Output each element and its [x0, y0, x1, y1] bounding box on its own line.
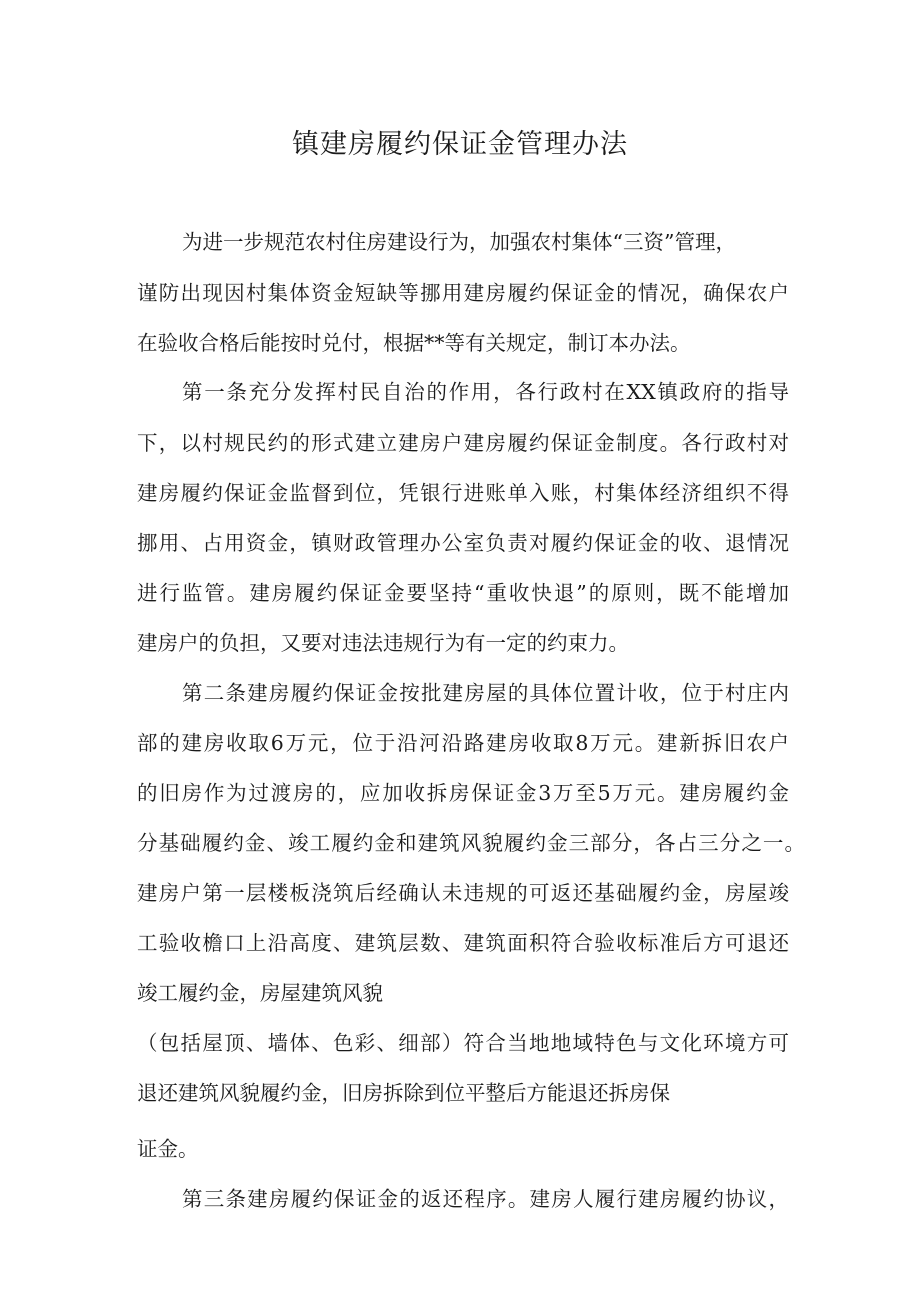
text-line: 的旧房作为过渡房的，应加收拆房保证金3万至5万元。建房履约金 [137, 781, 789, 805]
text-line: 第二条建房履约保证金按批建房屋的具体位置计收，位于村庄内 [182, 681, 789, 705]
text-line: 证金。 [137, 1137, 199, 1161]
text-line: 建房户第一层楼板浇筑后经确认未违规的可返还基础履约金，房屋竣 [137, 881, 789, 905]
text-line: 第三条建房履约保证金的返还程序。建房人履行建房履约协议， [182, 1187, 789, 1211]
text-line: （包括屋顶、墙体、色彩、细部）符合当地地域特色与文化环境方可 [137, 1031, 789, 1055]
text-line: 进行监管。建房履约保证金要坚持“重收快退”的原则，既不能增加 [137, 581, 789, 605]
document-title: 镇建房履约保证金管理办法 [292, 129, 628, 160]
text-line: 建房户的负担，又要对违法违规行为有一定的约束力。 [137, 631, 629, 655]
text-line: 退还建筑风貌履约金，旧房拆除到位平整后方能退还拆房保 [137, 1081, 670, 1105]
text-line: 在验收合格后能按时兑付，根据**等有关规定，制订本办法。 [137, 331, 691, 355]
text-line: 竣工履约金，房屋建筑风貌 [137, 981, 383, 1005]
text-line: 第一条充分发挥村民自治的作用，各行政村在XX镇政府的指导 [182, 380, 789, 404]
text-line: 为进一步规范农村住房建设行为，加强农村集体“三资”管理， [182, 230, 736, 254]
text-line: 谨防出现因村集体资金短缺等挪用建房履约保证金的情况，确保农户 [137, 281, 789, 305]
text-line: 下，以村规民约的形式建立建房户建房履约保证金制度。各行政村对 [137, 431, 789, 455]
text-line: 建房履约保证金监督到位，凭银行进账单入账，村集体经济组织不得 [137, 481, 789, 505]
text-line: 部的建房收取6万元，位于沿河沿路建房收取8万元。建新拆旧农户 [137, 731, 789, 755]
text-line: 工验收檐口上沿高度、建筑层数、建筑面积符合验收标准后方可退还 [137, 931, 789, 955]
text-line: 挪用、占用资金，镇财政管理办公室负责对履约保证金的收、退情况 [137, 531, 789, 555]
text-line: 分基础履约金、竣工履约金和建筑风貌履约金三部分，各占三分之一。 [137, 831, 805, 855]
